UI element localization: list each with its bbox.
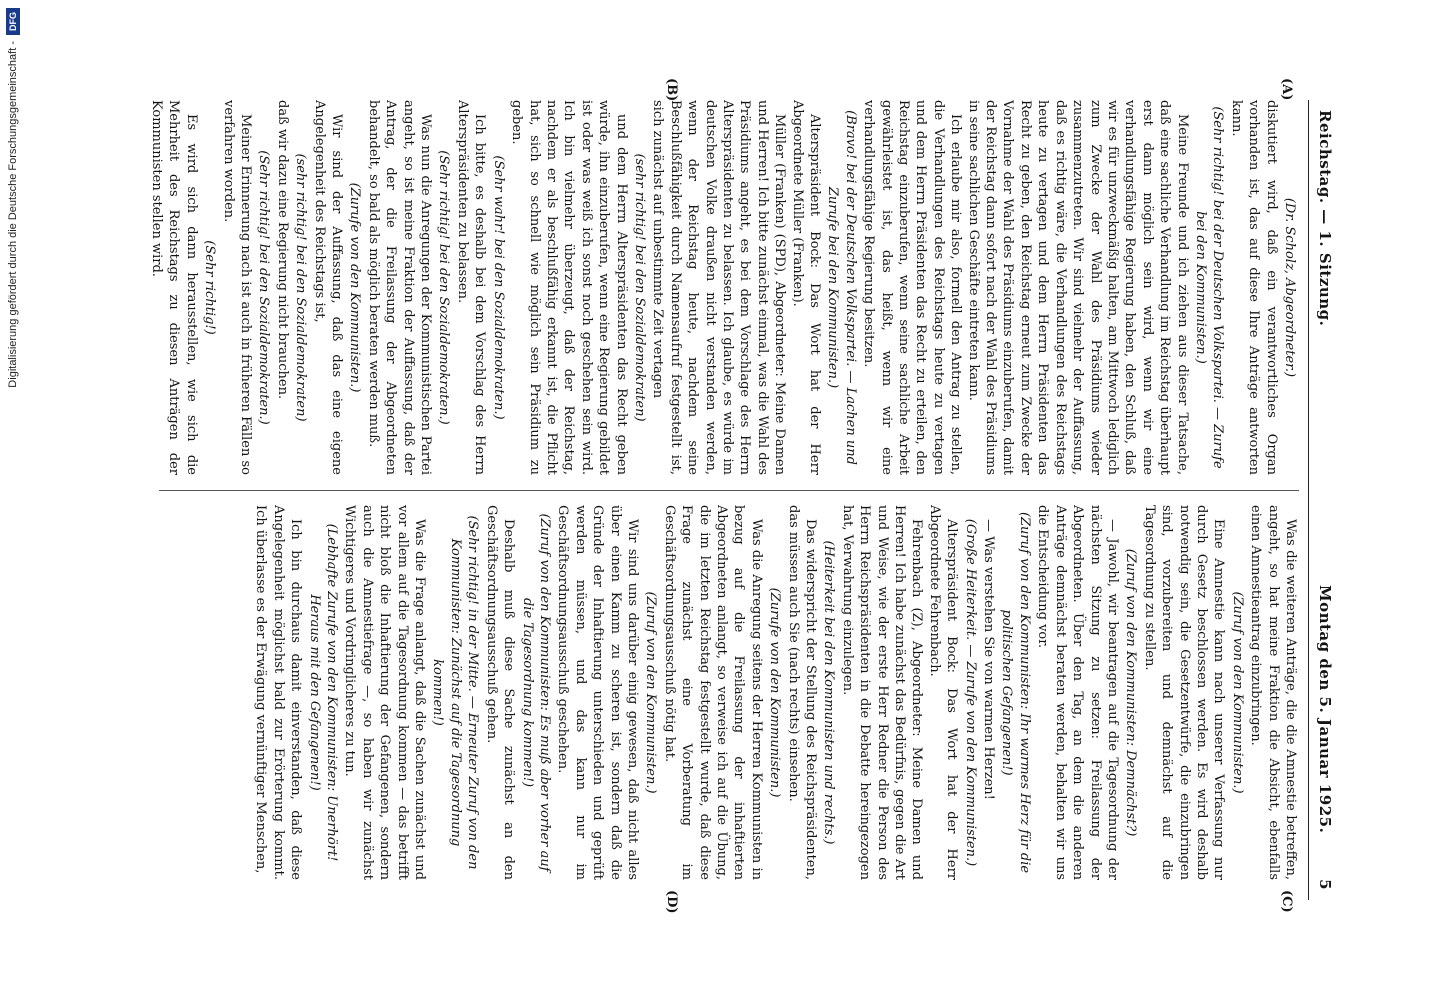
header-rule [1308,100,1309,900]
left-column-paragraph: Ich bitte, es deshalb bei dem Vorschlag des Herrn Alterspräsidenten zu belassen. [454,100,488,475]
right-column-interjection: (Zuruf von den Kommunisten: Es muß aber vorher auf die Tagesordnung kommen!) [519,513,552,872]
left-column-interjection: (Sehr richtig! bei der Deutschen Volkspartei. — Zurufe bei den Kommunisten.) [1192,106,1226,469]
left-column-paragraph: daß wir dazu eine Regierung nicht brauchen. [274,100,290,400]
left-column-interjection: (sehr richtig! bei den Sozialdemokraten) [631,153,647,422]
header-title-left: Reichstag. — 1. Sitzung. [1316,110,1334,327]
left-column-interjection: (Sehr richtig! bei den Sozialdemokraten.) [436,150,452,425]
right-column-interjection: (Lebhafte Zurufe von den Kommunisten: Unerhört! Heraus mit den Gefangenen!) [306,523,340,862]
right-column-paragraph: Das widerspricht der Stellung des Reichspräsidenten, das müssen auch Sie (nach rechts) einsehen. [785,505,819,880]
right-column-paragraph: Eine Amnestie kann nach unserer Verfassung nur durch Gesetz beschlossen werden. Es wird deshalb notwendig sein, die Gesetzentwürfe, die einzubringen sind, vorzubereiten und demnächst auf die Tagesordnung zu stellen. [1141,505,1227,880]
left-column-paragraph: Es wird sich dann herausstellen, wie sich die Mehrheit des Reichstags zu diesen Anträgen der Kommunisten stellen wird. [149,100,199,475]
funding-note: Digitalisierung gefördert durch die Deutsche Forschungsgemeinschaft - [7,41,19,388]
right-column-paragraph: Was die weiteren Anträge, die die Amnestie betreffen, angeht, so hat meine Fraktion die Absicht, ebenfalls einen Amnestieantrag einzubringen. [1248,505,1298,880]
left-column-paragraph: Wir sind der Auffassung, daß das eine eigene Angelegenheit des Reichstags ist, [311,100,345,475]
right-column-paragraph: Was die Anregung seitens der Herren Kommunisten in bezug auf die Freilassung der inhaftierten Abgeordneten anlangt, so verweise ich auf die Übung, die im letzten Reichstag festgestellt wurde, daß diese Frage zunächst eine Vorberatung im Geschäftsordnungsausschuß nötig hat. [661,505,764,880]
left-column-interjection: (Zurufe von den Kommunisten.) [347,182,363,393]
left-column-interjection: (Sehr richtig!) [202,240,218,335]
right-column-paragraph: Fehrenbach (Z), Abgeordneter: Meine Damen und Herren! Ich habe zunächst das Bedürfnis, gegen die Art und Weise, wie der erste Herr Redner die Person des Herrn Reichspräsidenten in die Debatte hereingezogen hat, Verwahrung einzulegen. [839,505,925,880]
margin-marker-d: (D) [664,890,679,914]
running-header [1311,100,1335,900]
left-column-paragraph: diskutiert wird, daß ein verantwortliches Organ vorhanden ist, das auf diese Ihre Anträge antworten kann. [1228,100,1279,475]
right-column-interjection: (Zuruf von den Kommunisten.) [1229,591,1245,794]
right-column-interjection: (Zuruf von den Kommunisten: Ihr warmes Herz für die politischen Gefangenen!) [999,511,1032,874]
left-column-interjection: (Dr. Scholz, Abgeordneter.) [1282,197,1297,378]
left-column [129,100,1299,475]
left-column-paragraph: Alterspräsident Bock: Das Wort hat der Herr Abgeordnete Müller (Franken). [789,100,823,475]
left-column-interjection: (Bravo! bei der Deutschen Volkspartei. — Lachen und Zurufe bei den Kommunisten.) [825,110,858,465]
right-column-interjection: (Heiterkeit bei den Kommunisten und rechts.) [821,540,837,845]
right-column-paragraph: Wir sind uns darüber einig gewesen, daß nicht alles über einen Kamm zu scheren ist, sondern daß die Gründe der Inhaftierung unterschieden und geprüft werden müssen, und das kann nur im Geschäftsordnungsausschuß geschehen. [555,505,640,880]
right-column-paragraph: Deshalb muß diese Sache zunächst an den Geschäftsordnungsausschuß gehen. [483,505,517,880]
left-column-paragraph: Meiner Erinnerung nach ist auch in früheren Fällen so verfahren worden. [220,100,254,475]
right-column-interjection: (Große Heiterkeit. — Zurufe von den Kommunisten.) [962,518,978,867]
left-column-paragraph: Meine Freunde und ich ziehen aus dieser Tatsache, daß eine sachliche Verhandlung im Reichstag überhaupt erst dann möglich sein wird, wenn wir eine verhandlungsfähige Regierung haben, den Schluß, daß wir es für unzweckmäßig halten, am Mittwoch lediglich zum Zwecke der Wahl des Präsidiums wieder zusammenzutreten. Wir sind vielmehr der Auffassung, daß es richtig wäre, die Verhandlungen des Reichstags heute zu vertagen und dem Herrn Präsidenten das Recht zu geben, den Reichstag erneut zum Zwecke der Vornahme der Wahl des Präsidiums einzuberufen, damit der Reichstag dann sofort nach der Wahl des Präsidiums in seine sachlichen Geschäfte eintreten kann. [965,100,1190,475]
left-column-paragraph: Ich erlaube mir also, formell den Antrag zu stellen, die Verhandlungen des Reichstags heute zu vertagen und dem Herrn Präsidenten das Recht zu erteilen, den Reichstag einzuberufen, wenn seine sachliche Arbeit gewährleistet ist, das heißt, wenn wir eine verhandlungsfähige Regierung besitzen. [861,100,964,475]
margin-marker-b: (B) [664,78,679,102]
right-column-paragraph: Was die Frage anlangt, daß die Sachen zunächst und vor allem auf die Tagesordnung kommen — das betrifft nicht bloß die Inhaftierung der Gefangenen, sondern auch die Amnestiefrage —, so haben wir zunächst Wichtigeres und Vordringlicheres zu tun. [342,505,428,880]
funding-footer [4,0,22,1000]
right-column-interjection: (Zuruf von den Kommunisten: Demnächst?) [1123,548,1139,837]
right-column-interjection: (Sehr richtig! in der Mitte. — Erneuter Zuruf von den Kommunisten: Zunächst auf die Tagesordnung kommen!) [430,515,481,870]
left-column-paragraph: Was nun die Anregungen der Kommunistischen Partei angeht, so ist meine Fraktion der Auffassung, daß der Antrag, der die Freilassung der Abgeordneten behandelt, so bald als möglich beraten werden muß. [365,100,434,475]
header-date: Montag den 5. Januar 1925. [1316,584,1334,834]
left-column-interjection: (Sehr wahr! bei den Sozialdemokraten.) [490,155,506,420]
rotated-text-block [120,78,1335,914]
right-column-interjection: (Zurufe von den Kommunisten.) [767,587,783,798]
margin-marker-c: (C) [1279,890,1294,913]
left-column-paragraph: Müller (Franken) (SPD), Abgeordneter: Meine Damen und Herren! Ich bitte zunächst einmal, was die Wahl des Präsidiums angeht, es bei dem Vorschlage des Herrn Alterspräsidenten zu belassen. Ich glaube, es würde im deutschen Volke draußen nicht verstanden werden, wenn der Reichstag heute, nachdem seine Beschlußfähigkeit durch Namensaufruf festgestellt ist, sich zunächst auf unbestimmte Zeit vertagen [650,100,788,475]
left-column-paragraph: und dem Herrn Alterspräsidenten das Recht geben würde, ihn einzuberufen, wenn eine Regierung gebildet ist oder was weiß ich sonst noch geschehen sein wird. Ich bin vielmehr überzeugt, daß der Reichstag, nachdem er als beschlußfähig erkannt ist, die Pflicht hat, sich so schnell wie möglich sein Präsidium zu geben. [509,100,629,475]
dfg-logo: DFG [6,8,20,35]
right-column-paragraph: Alterspräsident Bock: Das Wort hat der Herr Abgeordnete Fehrenbach. [926,505,960,880]
column-divider [159,490,1299,491]
margin-marker-a: (A) [1279,78,1294,101]
right-column-paragraph: Ich bin durchaus damit einverstanden, daß diese Angelegenheit möglichst bald zur Erörterung kommt. Ich überlasse es der Erwägung vernünftiger Menschen, [253,505,304,880]
page-number: 5 [1316,879,1334,890]
header-title-right [1316,585,1333,890]
right-column-interjection: (Zuruf von den Kommunisten.) [643,591,659,794]
right-column [129,505,1299,880]
left-column-interjection: (Sehr richtig! bei den Sozialdemokraten.) [256,150,272,425]
right-column-paragraph: — Jawohl, wir beantragen auf die Tagesordnung der nächsten Sitzung zu setzen: Freilassung der Abgeordneten. Über den Tag, an dem die anderen Anträge demnächst beraten werden, behalten wir uns die Entscheidung vor. [1035,505,1120,880]
left-column-interjection: (sehr richtig! bei den Sozialdemokraten) [293,153,309,422]
right-column-paragraph: — Was verstehen Sie von warmen Herzen! [981,519,997,800]
